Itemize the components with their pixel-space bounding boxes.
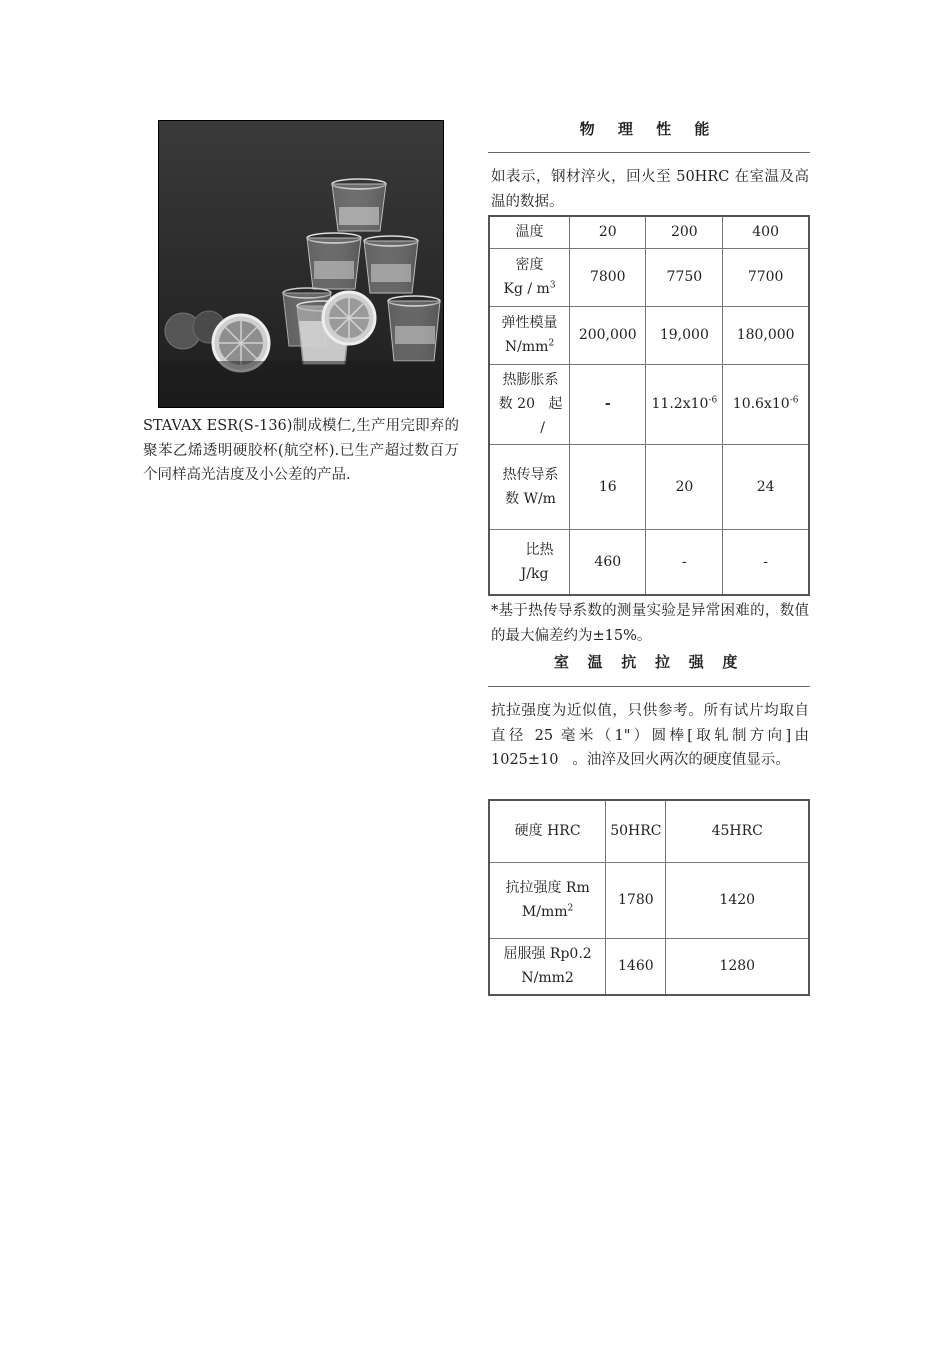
cell-value: $10.6x10^{-6}$	[723, 364, 809, 444]
cell-value: 200,000	[570, 306, 646, 364]
title-rule	[488, 686, 810, 687]
table-row-expansion	[489, 364, 809, 444]
table-row-conductivity	[489, 444, 809, 529]
cell-value: 460	[570, 529, 646, 595]
cell-value: 16	[570, 444, 646, 529]
unit-text: $M/mm^2$	[521, 903, 574, 920]
label-text: 弹性模量	[501, 315, 558, 331]
cell-value: -	[570, 364, 646, 444]
cell-value: -	[646, 529, 723, 595]
header-cell: 温度	[489, 216, 570, 248]
row-label	[489, 364, 570, 444]
row-label	[489, 862, 606, 938]
header-cell: 45HRC	[666, 800, 809, 862]
cups-illustration	[159, 121, 443, 407]
cell-value: 7750	[646, 248, 723, 306]
unit-text: Kg / $m^3$	[503, 280, 556, 297]
cell-value: 24	[723, 444, 809, 529]
row-label	[489, 938, 606, 995]
header-cell: 硬度 HRC	[489, 800, 606, 862]
tensile-title: 室 温 抗 拉 强 度	[553, 653, 745, 671]
cell-value: 1280	[666, 938, 809, 995]
label-text: 数 20 起	[498, 396, 563, 412]
cup-top	[332, 179, 386, 231]
cell-value: 7700	[723, 248, 809, 306]
label-text: 比热	[525, 541, 554, 558]
label-text: N/mm2	[521, 970, 574, 987]
cell-value: $11.2x10^{-6}$	[646, 364, 723, 444]
cup-mid-right	[364, 236, 418, 293]
orange-slice	[323, 292, 375, 344]
physical-note: *基于热传导系数的测量实验是异常困难的，数值的最大偏差约为±15%。	[491, 603, 809, 644]
table-row-modulus	[489, 306, 809, 364]
label-text: J/kg	[520, 565, 549, 582]
cell-value: 1460	[606, 938, 666, 995]
cup-bottom-right	[388, 296, 440, 361]
row-label	[489, 306, 570, 364]
row-label	[489, 529, 570, 595]
label-text: 热传导系	[502, 466, 559, 483]
tensile-table	[488, 799, 810, 996]
physical-intro: 如表示，钢材淬火，回火至 50HRC 在室温及高温的数据。	[491, 169, 809, 210]
cell-value: 20	[646, 444, 723, 529]
header-cell: 400	[723, 216, 809, 248]
cell-value: -	[723, 529, 809, 595]
row-label	[489, 444, 570, 529]
table-header-row	[489, 216, 809, 248]
label-text: 数 W/m	[505, 490, 556, 507]
cell-value: 1780	[606, 862, 666, 938]
physical-properties-title: 物 理 性 能	[579, 120, 719, 138]
cell-value: 19,000	[646, 306, 723, 364]
cell-value: 7800	[570, 248, 646, 306]
label-text: 屈服强 Rp0.2	[503, 946, 592, 963]
product-photo	[158, 120, 444, 408]
cell-value: 180,000	[723, 306, 809, 364]
label-text: /	[540, 420, 545, 436]
table-row-rp	[489, 938, 809, 995]
label-text: 密度	[515, 257, 544, 273]
label-text: 抗拉强度 Rm	[505, 880, 590, 896]
row-label	[489, 248, 570, 306]
unit-text: $N/mm^2$	[504, 338, 555, 355]
cell-value: 1420	[666, 862, 809, 938]
table-header-row	[489, 800, 809, 862]
physical-properties-table	[488, 215, 810, 596]
header-cell: 20	[570, 216, 646, 248]
header-cell: 200	[646, 216, 723, 248]
tensile-intro: 抗拉强度为近似值，只供参考。所有试片均取自直径 25 毫米（1"）圆棒[取轧制方向]由 1025±10 。油淬及回火两次的硬度值显示。	[491, 703, 814, 768]
photo-caption: STAVAX ESR(S-136)制成模仁,生产用完即弃的聚苯乙烯透明硬胶杯(航空杯).已生产超过数百万个同样高光洁度及小公差的产品.	[143, 418, 459, 483]
table-row-rm	[489, 862, 809, 938]
title-rule	[488, 152, 810, 153]
cup-mid-left	[307, 233, 361, 289]
table-row-specific-heat	[489, 529, 809, 595]
label-text: 热膨胀系	[502, 372, 559, 388]
table-row-density	[489, 248, 809, 306]
header-cell: 50HRC	[606, 800, 666, 862]
